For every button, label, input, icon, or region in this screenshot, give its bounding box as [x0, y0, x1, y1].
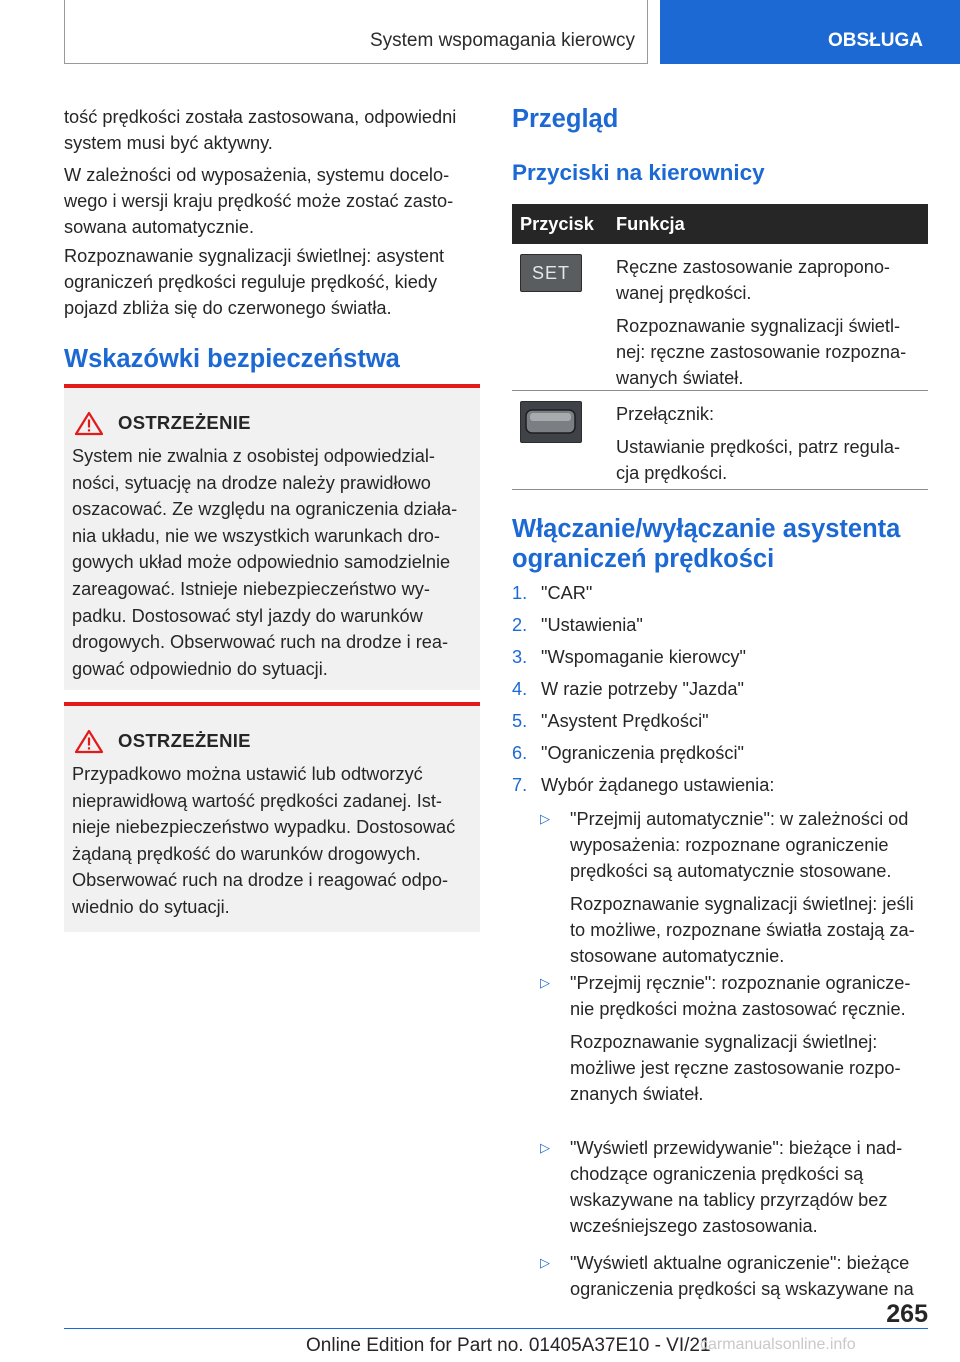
warning-text: System nie zwalnia z osobistej odpowiedzial- ności, sytuację na drodze należy prawidłowo oszacować. Ze względu na ograniczenia działa- nia układu, nie we wszystkich warunkach dro- gowych układ może odpowiednio samodzielnie zareagować. Istnieje niebezpieczeństwo wy- padku. Dostosować styl jazdy do warunków drogowych. Obserwować ruch na drodze i rea- gować odpowiednio do sytuacji. [72, 446, 458, 679]
table-row [512, 244, 928, 391]
set-button-icon: SET [520, 254, 582, 292]
option-item: ▷ "Przejmij automatycznie": w zależności od wyposażenia: rozpoznane ograniczenie prędkości są automatycznie stosowane. Rozpoznawanie sygnalizacji świetlnej: jeśli to możliwe, rozpoznane światła zostają za- stosowane automatycznie. [540, 806, 928, 976]
warning-title: OSTRZEŻENIE [118, 730, 251, 751]
warning-triangle-icon [72, 410, 106, 436]
option-item: ▷ "Wyświetl aktualne ograniczenie": bieżące ograniczenia prędkości są wskazywane na [540, 1250, 928, 1309]
warning-box [64, 702, 480, 932]
warning-box [64, 384, 480, 690]
table-header [512, 204, 928, 244]
column-header-function: Funkcja [616, 214, 685, 234]
page-number: 265 [886, 1300, 928, 1328]
header-title: System wspomagania kierowcy [369, 30, 635, 51]
footer-divider [64, 1328, 928, 1329]
toggle-heading: Włączanie/wyłączanie asystenta ograniczeń prędkości [512, 515, 901, 573]
buttons-table [512, 204, 928, 490]
table-row [512, 391, 928, 490]
steering-buttons-heading: Przyciski na kierownicy [512, 160, 765, 185]
availability-paragraph: W zależności od wyposażenia, systemu docelo- wego i wersji kraju prędkość może zostać zasto- sowana automatycznie. [64, 165, 454, 237]
warning-text: Przypadkowo można ustawić lub odtworzyć nieprawidłową wartość prędkości zadanej. Ist- nieje niebezpieczeństwo wypadku. Dostosować żądaną prędkość do warunków drogowych. Obserwować ruch na drodze i reagować odpo- wiednio do sytuacji. [72, 764, 456, 917]
edition-text: Online Edition for Part no. 01405A37E10 - VI/21 [306, 1335, 711, 1356]
warning-title: OSTRZEŻENIE [118, 412, 251, 433]
function-cell: Ręczne zastosowanie zapropono- wanej prędkości. Rozpoznawanie sygnalizacji świetl- nej: ręczne zastosowanie rozpozna- wanych świateł. [616, 257, 907, 388]
overview-heading: Przegląd [512, 105, 619, 133]
section-tab-label: OBSŁUGA [828, 30, 923, 51]
triangle-bullet-icon: ▷ [540, 811, 550, 826]
watermark: carmanualsonline.info [700, 1336, 856, 1353]
triangle-bullet-icon: ▷ [540, 1255, 550, 1270]
warning-triangle-icon [72, 728, 106, 754]
safety-heading: Wskazówki bezpieczeństwa [64, 345, 400, 373]
triangle-bullet-icon: ▷ [540, 1140, 550, 1155]
section-tab[interactable] [660, 0, 960, 64]
rocker-switch-icon [520, 401, 582, 443]
function-cell: Przełącznik: Ustawianie prędkości, patrz regula- cja prędkości. [616, 404, 901, 483]
header-title-box [64, 0, 648, 64]
intro-paragraph: tość prędkości została zastosowana, odpowiedni system musi być aktywny. [64, 107, 457, 153]
traffic-light-paragraph: Rozpoznawanie sygnalizacji świetlnej: asystent ograniczeń prędkości reguluje prędkość, kiedy pojazd zbliża się do czerwonego światła. [64, 246, 445, 318]
triangle-bullet-icon: ▷ [540, 975, 550, 990]
option-item: ▷ "Przejmij ręcznie": rozpoznanie ogranicze- nie prędkości można zastosować ręcznie. Rozpoznawanie sygnalizacji świetlnej: możliwe jest ręczne zastosowanie rozpo- znanych świateł. [540, 970, 928, 1114]
option-item: ▷ "Wyświetl przewidywanie": bieżące i nad- chodzące ograniczenia prędkości są wskazywane na tablicy przyrządów bez wcześniejszego zastosowania. [540, 1135, 928, 1246]
column-header-button: Przycisk [520, 214, 594, 234]
